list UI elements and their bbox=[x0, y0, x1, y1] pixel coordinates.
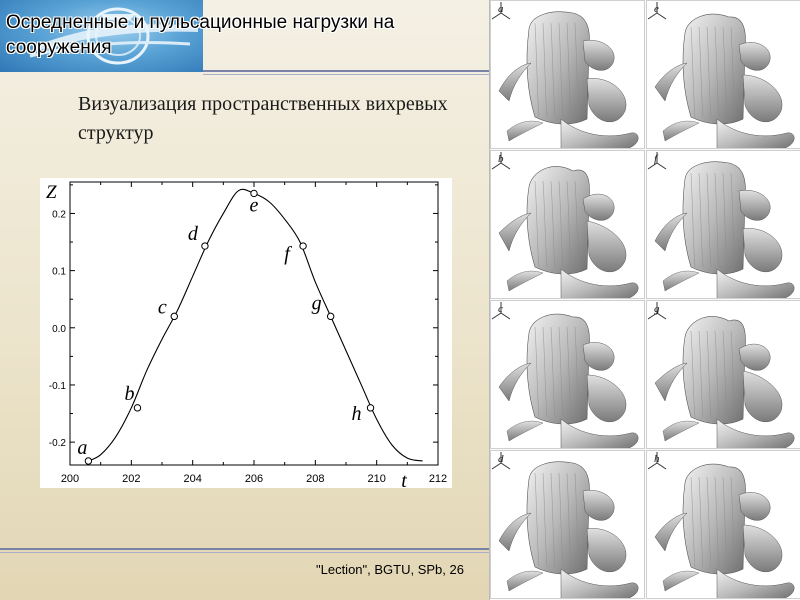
point-label: h bbox=[351, 402, 362, 425]
frame-label: g bbox=[654, 303, 660, 315]
frame-label: e bbox=[654, 3, 659, 15]
footer-divider bbox=[0, 548, 489, 550]
vortex-render-icon bbox=[491, 301, 645, 449]
point-label: c bbox=[157, 296, 167, 319]
vortex-frame bbox=[646, 150, 800, 299]
data-point bbox=[202, 243, 208, 249]
plot-frame bbox=[70, 182, 438, 465]
y-axis-label: Z bbox=[46, 182, 57, 203]
vortex-frame bbox=[490, 150, 645, 299]
y-tick-label: 0.2 bbox=[52, 209, 66, 221]
header-divider bbox=[203, 70, 489, 72]
frame-label: f bbox=[654, 153, 658, 165]
data-point bbox=[327, 313, 333, 319]
point-label: e bbox=[249, 194, 259, 217]
slide-subtitle: Визуализация пространственных вихревых структур bbox=[78, 93, 448, 144]
point-label: f bbox=[284, 243, 290, 266]
trajectory-chart-plot bbox=[40, 178, 452, 488]
x-axis-label: t bbox=[401, 470, 407, 488]
y-tick-label: -0.2 bbox=[48, 438, 66, 450]
frame-label: a bbox=[498, 3, 504, 15]
data-point bbox=[367, 405, 373, 411]
frame-label: h bbox=[654, 453, 660, 465]
vortex-render-icon bbox=[647, 151, 800, 299]
slide-title: Осредненные и пульсационные нагрузки на сооружения bbox=[6, 12, 395, 58]
header-divider-thin bbox=[203, 74, 489, 75]
footer-divider-thin bbox=[0, 552, 489, 553]
point-label: b bbox=[124, 382, 135, 405]
vortex-render-icon bbox=[647, 301, 800, 449]
x-tick-label: 212 bbox=[428, 473, 448, 485]
x-tick-label: 202 bbox=[122, 473, 141, 485]
vortex-render-icon bbox=[647, 451, 800, 599]
vortex-render-icon bbox=[491, 451, 645, 599]
vortex-frame bbox=[490, 0, 645, 149]
vortex-render-icon bbox=[647, 1, 800, 149]
vortex-frame bbox=[490, 450, 645, 599]
vortex-frame bbox=[646, 0, 800, 149]
vortex-render-icon bbox=[491, 1, 645, 149]
x-tick-label: 200 bbox=[60, 473, 80, 485]
frame-label: c bbox=[498, 303, 503, 315]
vortex-render-icon bbox=[491, 151, 645, 299]
series-line bbox=[88, 189, 422, 461]
x-tick-label: 210 bbox=[367, 473, 386, 485]
x-tick-label: 204 bbox=[183, 473, 202, 485]
vortex-frames-panel bbox=[489, 0, 800, 600]
x-tick-label: 208 bbox=[306, 473, 325, 485]
point-label: a bbox=[77, 436, 88, 459]
vortex-frame bbox=[646, 450, 800, 599]
point-label: d bbox=[187, 223, 198, 246]
vortex-frame bbox=[490, 300, 645, 449]
y-tick-label: 0.0 bbox=[52, 323, 66, 335]
footer-text: "Lection", BGTU, SPb, 26 bbox=[316, 562, 464, 577]
frame-label: b bbox=[498, 153, 504, 165]
x-tick-label: 206 bbox=[244, 473, 264, 485]
frame-label: d bbox=[498, 453, 504, 465]
y-tick-label: 0.1 bbox=[52, 266, 66, 278]
vortex-frame bbox=[646, 300, 800, 449]
trajectory-chart bbox=[40, 178, 452, 488]
point-label: g bbox=[311, 292, 322, 315]
data-point bbox=[171, 313, 177, 319]
y-tick-label: -0.1 bbox=[48, 380, 66, 392]
data-point bbox=[134, 405, 140, 411]
data-point bbox=[300, 243, 306, 249]
